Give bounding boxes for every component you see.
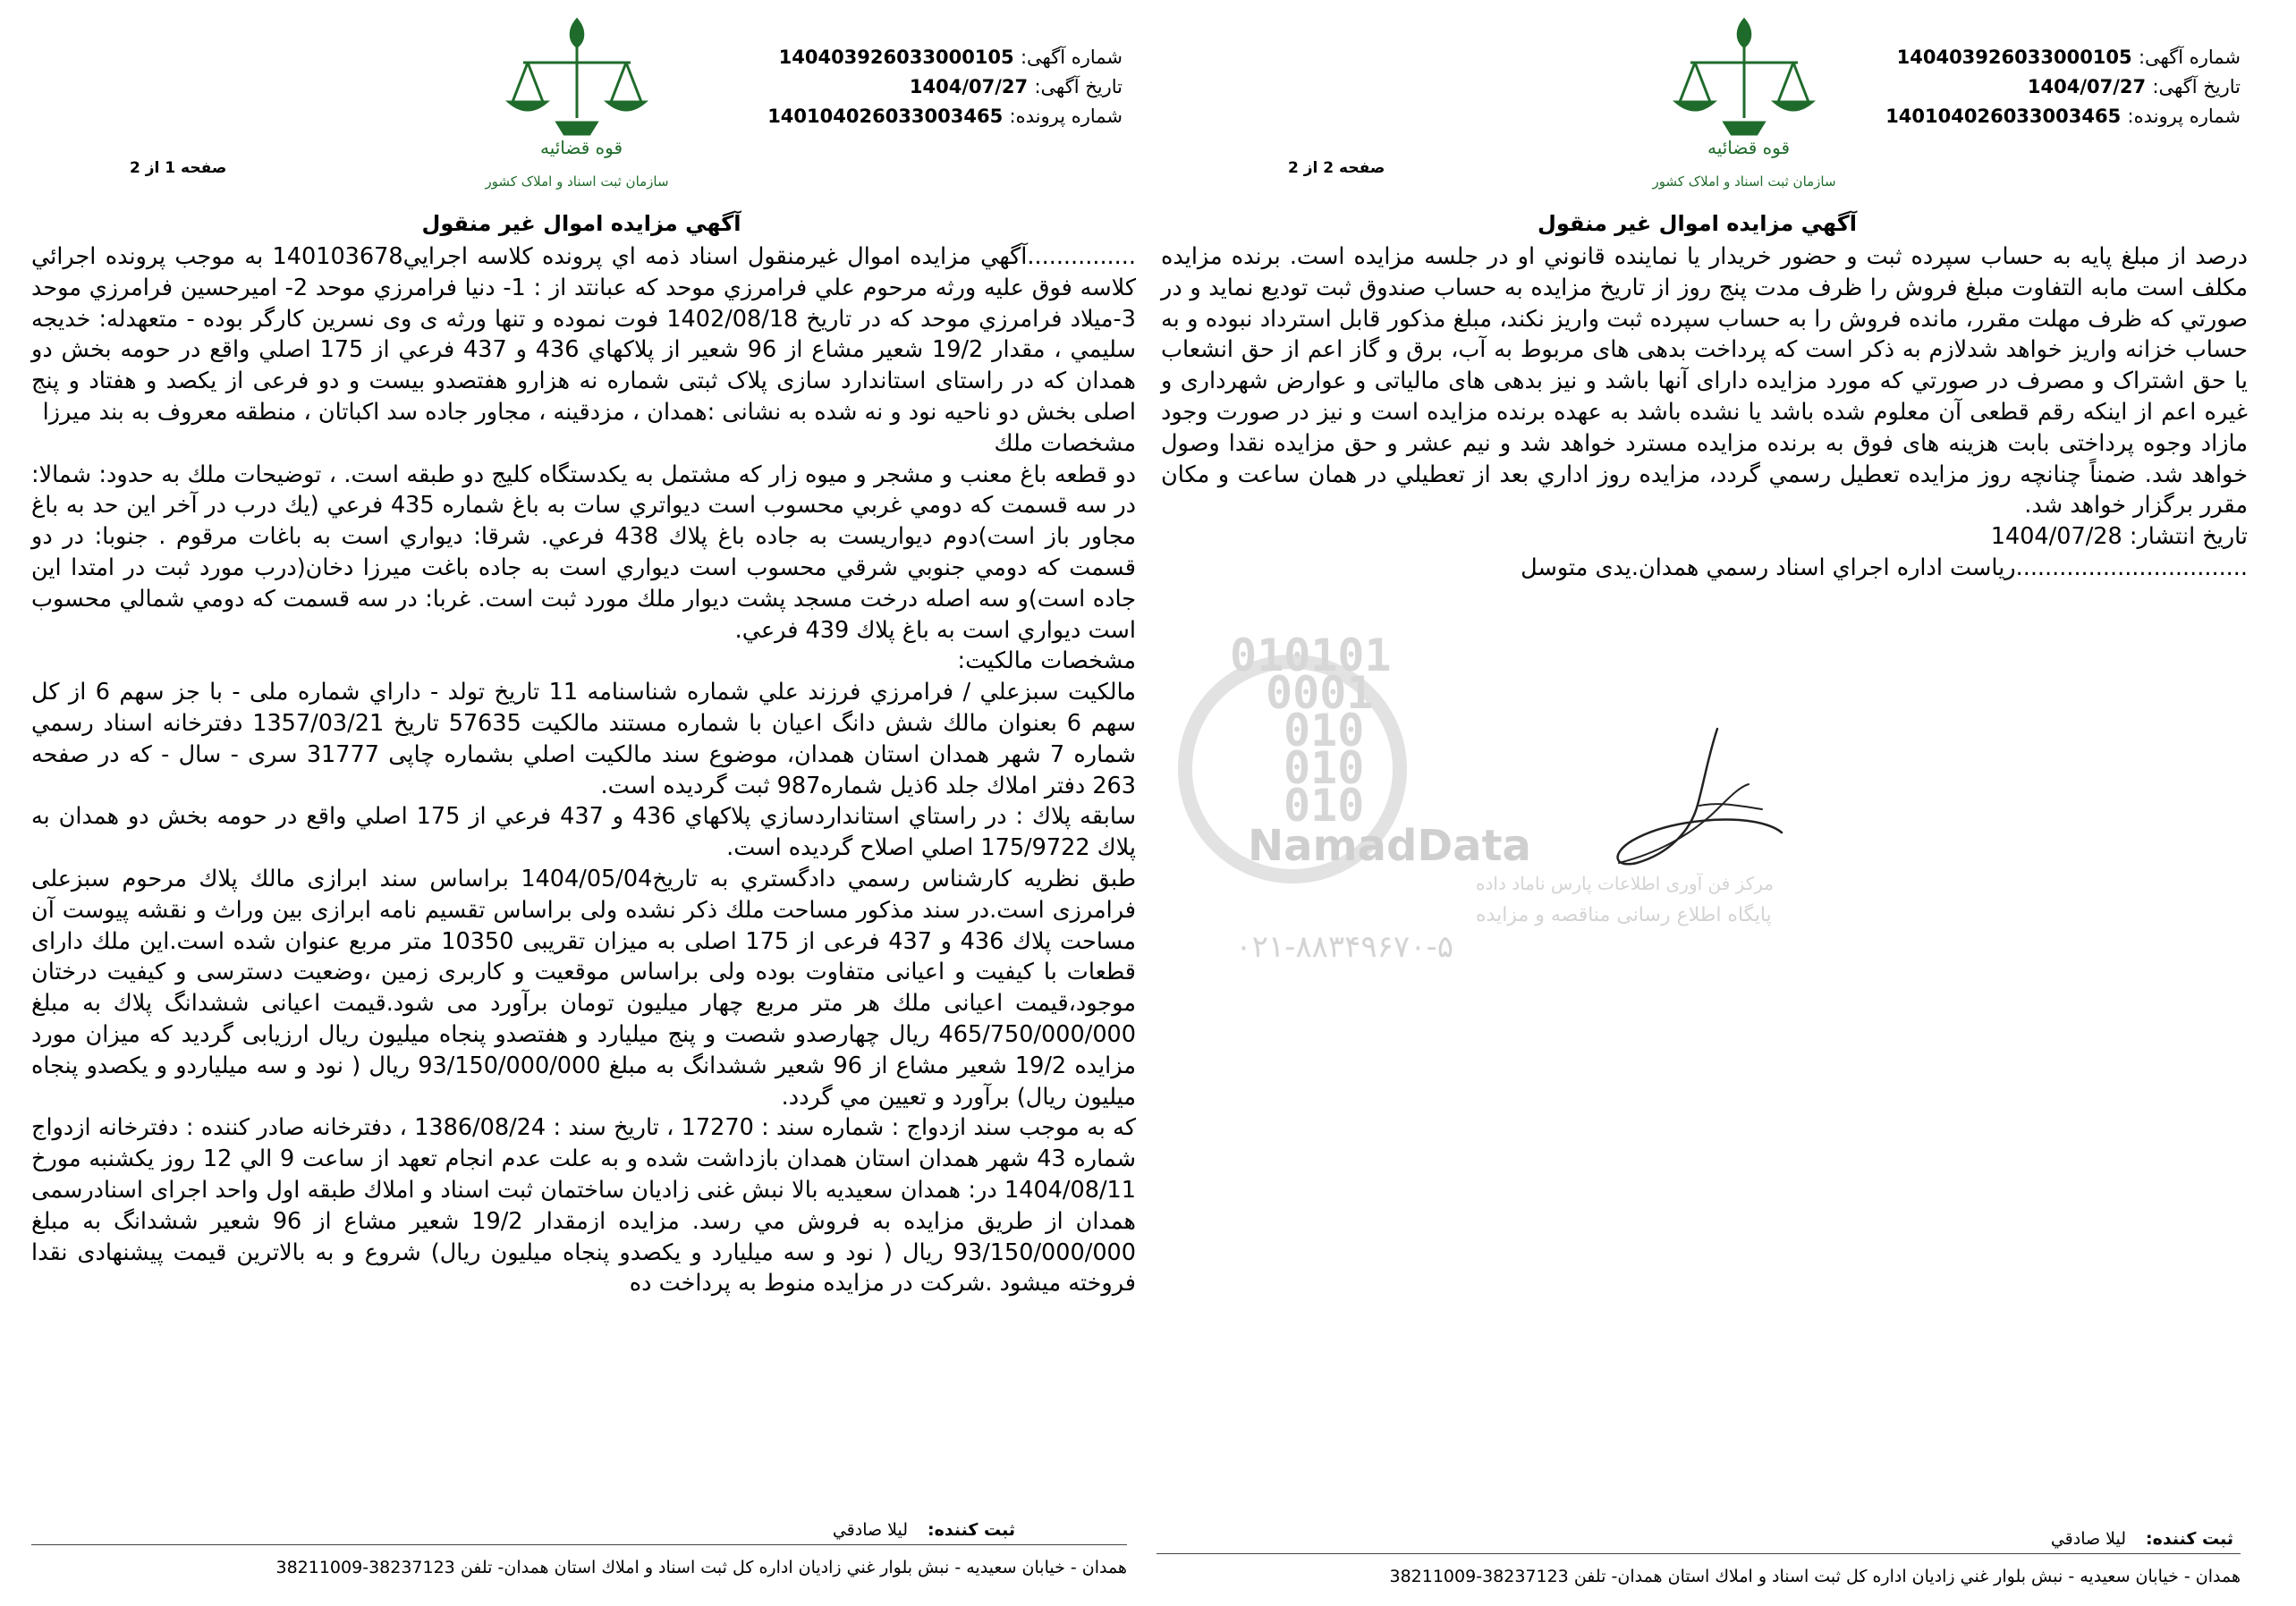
- notice-title: آگهي مزايده اموال غير منقول: [1538, 211, 1857, 236]
- ad-date-row: تاریخ آگهی: 1404/07/27: [2027, 76, 2241, 97]
- ad-date-row: تاریخ آگهی: 1404/07/27: [909, 76, 1123, 97]
- ad-number-row: شماره آگهی: 140403926033000105: [778, 46, 1123, 68]
- notice-paragraph: درصد از مبلغ پايه به حساب سپرده ثبت و حضور خريدار يا نماينده قانوني او در جلسه مزايده است. برنده مزايده مكلف است مابه التفاوت مبلغ فروش را ظرف مدت پنج روز از تاريخ مزايده به حساب صندوق ثبت توديع نمايد و در صورتي كه ظرف مهلت مقرر، مانده فروش را به حساب سپرده ثبت واريز نكند، مبلغ مذكور قابل استرداد نبوده و به حساب خزانه واريز خواهد شدلازم به ذكر است كه پرداخت بدهی های مربوط به آب، برق و گاز اعم از حق انشعاب يا حق اشتراک و مصرف در صورتي كه مورد مزايده دارای آنها باشد و نیز بدهی های مالياتی و عوارض شهرداری و غيره اعم از اينکه رقم قطعی آن معلوم شده باشد يا نشده باشد به عهده برنده مزايده است و نيز در صورت وجود مازاد وجوه پرداختی بابت هزينه های فوق به برنده مزايده مسترد خواهد شد و نيم عشر و حق مزايده نقدا وصول خواهد شد. ضمناً چنانچه روز مزايده تعطيل رسمي گردد، مزايده روز اداري بعد از تعطيلي در همان ساعت و مكان مقرر برگزار خواهد شد.: [1161, 243, 2248, 520]
- ad-date: 1404/07/27: [2027, 76, 2147, 97]
- ad-number-row: شماره آگهی: 140403926033000105: [1896, 46, 2241, 68]
- notice-paragraph: طبق نظريه كارشناس رسمي دادگستري به تاريخ1404/05/04 براساس سند ابرازی مالك پلاك مرحوم سبزعلی فرامرزی است.در سند مذكور مساحت ملك ذكر نشده ولی براساس تقسيم نامه ابرازی بين وراث و نقشه پيوست آن مساحت پلاك 436 و 437 فرعی از 175 اصلی به ميزان تقريبی 10350 متر مربع عنوان شده است.اين ملك دارای قطعات با كيفيت و اعيانی متفاوت بوده ولی براساس موقعيت و كاربری زمين ،وضعيت دسترسی و كيفيت درختان موجود،قيمت اعيانی ملك هر متر مربع چهار ميليون تومان برآورد می شود.قيمت اعيانی ششدانگ پلاك به مبلغ 465/750/000/000 ريال چهارصدو شصت و پنج ميليارد و هفتصدو پنجاه ميليون ريال ارزيابی گرديد كه ميزان مورد مزايده 19/2 شعير مشاع از 96 شعير ششدانگ به مبلغ 93/150/000/000 ريال ( نود و سه ميلياردو و يكصدو پنجاه ميليون ريال) برآورد و تعيين مي گردد.: [31, 865, 1137, 1111]
- registrar-label: ثبت کننده:: [2146, 1529, 2233, 1549]
- svg-text:مرکز فن آوری اطلاعات پارس ناما: مرکز فن آوری اطلاعات پارس ناماد داده: [1476, 873, 1774, 894]
- ad-date: 1404/07/27: [909, 76, 1029, 97]
- svg-text:0001: 0001: [1266, 667, 1374, 719]
- notice-body: [31, 241, 1136, 1299]
- section-heading: مشخصات ملك: [994, 429, 1136, 457]
- issuer-line: ................................رياست اداره اجراي اسناد رسمي همدان.يدی متوسل: [1521, 554, 2248, 581]
- notice-paragraph: كه به موجب سند ازدواج : شماره سند : 17270 ، تاريخ سند : 1386/08/24 ، دفترخانه صادر كننده : دفترخانه ازدواج شماره 43 شهر همدان استان همدان بازداشت شده و به علت عدم انجام تعهد از ساعت 9 الي 12 روز يكشنبه مورخ 1404/08/11 در: همدان سعيديه بالا نبش غنی زاديان ساختمان ثبت اسناد و املاك طبقه اول واحد اجرای اسنادرسمی همدان از طريق مزايده به فروش مي رسد. مزايده ازمقدار 19/2 شعير مشاع از 96 شعير ششدانگ به مبلغ 93/150/000/000 ريال ( نود و سه ميليارد و يكصدو پنجاه ميليون ريال) شروع و به بالاترين قيمت پيشنهادی نقدا فروخته ميشود .شركت در مزايده منوط به پرداخت ده: [31, 1114, 1136, 1297]
- notice-paragraph: ...............آگهي مزايده اموال غيرمنقول اسناد ذمه اي پرونده كلاسه اجرايي140103678 به موجب پرونده اجرائي كلاسه فوق عليه ورثه مرحوم علي فرامرزي موحد كه عبانتد از : 1- دنيا فرامرزي موحد 2- اميرحسين فرامرزي موحد 3-ميلاد فرامرزي موحد كه در تاريخ 1402/08/18 فوت نموده و تنها ورثه ی وی نسرين كارگر بوده - متعهدله: خديجه سليمي ، مقدار 19/2 شعير مشاع از 96 شعير از پلاكهاي 436 و 437 فرعي از 175 اصلي واقع در حومه بخش دو همدان كه در راستای استاندارد سازی پلاک ثبتی شماره نه هزارو هفتصدو بيست و دو فرعی از يکصد و هفتاد و پنج اصلی بخش دو ناحيه نود و نه شده به نشانی :همدان ، مزدقينه ، مجاور جاده سد اكباتان ، منطقه معروف به بند ميرزا: [31, 243, 1136, 426]
- svg-text:010101: 010101: [1230, 630, 1392, 681]
- svg-text:۰۲۱-۸۸۳۴۹۶۷۰-۵: ۰۲۱-۸۸۳۴۹۶۷۰-۵: [1235, 929, 1453, 965]
- registrar-row: [833, 1520, 1015, 1540]
- judiciary-emblem-icon: [1652, 11, 1836, 199]
- svg-text:پایگاه اطلاع رسانی مناقصه و مز: پایگاه اطلاع رسانی مناقصه و مزایده: [1476, 904, 1772, 926]
- ad-number: 140403926033000105: [778, 46, 1014, 68]
- section-heading: مشخصات مالكيت:: [957, 647, 1136, 675]
- case-number-row: شماره پرونده: 140104026033003465: [767, 106, 1123, 127]
- publication-date: تاريخ انتشار: 1404/07/28: [1990, 523, 2248, 551]
- footer-divider: [1156, 1553, 2241, 1554]
- page-number: صفحه 2 از 2: [1288, 159, 1385, 177]
- svg-text:قوه قضائیه: قوه قضائیه: [539, 137, 623, 158]
- notice-title: آگهي مزايده اموال غير منقول: [421, 211, 741, 236]
- registrar-name: ليلا صادقي: [832, 1520, 909, 1540]
- case-number: 140104026033003465: [1885, 106, 2122, 127]
- svg-text:قوه قضائیه: قوه قضائیه: [1707, 137, 1791, 158]
- notice-page-1: [27, 0, 1136, 1606]
- footer-address: همدان - خيابان سعيديه - نبش بلوار غني زاديان اداره كل ثبت اسناد و املاك استان همدان- تلفن 38237123-38211009: [1389, 1567, 2241, 1586]
- case-number: 140104026033003465: [767, 106, 1004, 127]
- notice-paragraph: سابقه پلاك : در راستاي استانداردسازي پلاكهاي 436 و 437 فرعي از 175 اصلي واقع در حومه بخش دو همدان به پلاك 175/9722 اصلي اصلاح گرديده است.: [31, 803, 1136, 862]
- svg-text:010: 010: [1284, 742, 1365, 794]
- notice-meta: [767, 43, 1123, 131]
- footer-divider: [31, 1544, 1127, 1545]
- registrar-name: ليلا صادقي: [2050, 1529, 2127, 1549]
- notice-paragraph: دو قطعه باغ معنب و مشجر و ميوه زار كه مشتمل به يكدستگاه كليج دو طبقه است. ، توضيحات ملك به حدود: شمالا: در سه قسمت كه دومي غربي محسوب است ديواتري سات به باغ شماره 435 فرعي (يك درب در آخر اين حد به باغ مجاور باز است)دوم ديواريست به جاده باغ پلاك 438 فرعي. شرقا: ديواري است به باغات مرقوم . جنوبا: در دو قسمت كه دومي جنوبي شرقي محسوب است ديواري است به جاده باغت ميرزا دخان(درب مورد ثبت در امتدا اين جاده است)و سه اصله درخت مسجد پشت ديوار ملك مورد ثبت است. غربا: در سه قسمت كه دومي شمالي محسوب است ديواري است به باغ پلاك 439 فرعي.: [31, 461, 1137, 644]
- svg-text:سازمان ثبت اسناد و املاک کشور: سازمان ثبت اسناد و املاک کشور: [1652, 173, 1836, 190]
- ad-number: 140403926033000105: [1896, 46, 2132, 68]
- judiciary-emblem-icon: [485, 11, 669, 199]
- signature-icon: [1583, 720, 1789, 881]
- registrar-row: [2051, 1529, 2233, 1549]
- notice-meta: [1885, 43, 2241, 131]
- namaddata-watermark: [1158, 630, 1774, 975]
- case-number-row: شماره پرونده: 140104026033003465: [1885, 106, 2241, 127]
- svg-text:010: 010: [1284, 780, 1365, 832]
- svg-text:سازمان ثبت اسناد و املاک کشور: سازمان ثبت اسناد و املاک کشور: [485, 173, 669, 190]
- page-number: صفحه 1 از 2: [130, 159, 227, 177]
- footer-address: همدان - خيابان سعيديه - نبش بلوار غني زاديان اداره كل ثبت اسناد و املاك استان همدان- تلفن 38237123-38211009: [275, 1558, 1127, 1577]
- notice-body: [1161, 241, 2248, 584]
- svg-text:NamadData: NamadData: [1248, 821, 1531, 871]
- svg-text:010: 010: [1284, 705, 1365, 757]
- notice-paragraph: مالكيت سبزعلي / فرامرزي فرزند علي شماره شناسنامه 11 تاريخ تولد - داراي شماره ملی - با جز سهم 6 از كل سهم 6 بعنوان مالك شش دانگ اعيان با شماره مستند مالكيت 57635 تاريخ 1357/03/21 دفترخانه اسناد رسمي شماره 7 شهر همدان استان همدان، موضوع سند مالكيت اصلي بشماره چاپی 31777 سری - سال - كه در صفحه 263 دفتر املاك جلد 6ذيل شماره987 ثبت گرديده است.: [31, 679, 1137, 799]
- registrar-label: ثبت کننده:: [928, 1520, 1015, 1540]
